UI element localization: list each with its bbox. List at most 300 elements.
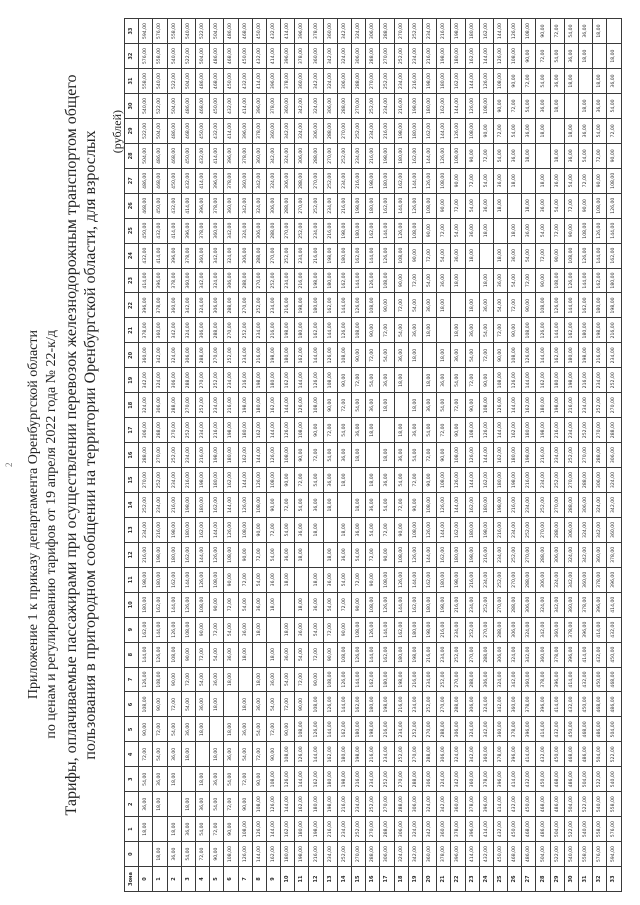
- table-cell: 198,00: [181, 493, 195, 518]
- table-cell: 342,00: [167, 318, 181, 343]
- table-cell: 54,00: [352, 393, 366, 418]
- table-cell: 288,00: [508, 592, 522, 617]
- table-cell: 144,00: [522, 368, 536, 393]
- table-cell: 306,00: [564, 517, 578, 542]
- table-cell: 378,00: [536, 667, 550, 692]
- table-cell: 108,00: [139, 692, 153, 717]
- table-cell: 90,00: [238, 792, 252, 817]
- table-cell: 144,00: [394, 193, 408, 218]
- table-cell: 468,00: [210, 69, 224, 94]
- table-cell: 126,00: [366, 617, 380, 642]
- table-cell: 18,00: [408, 343, 422, 368]
- table-cell: 252,00: [352, 817, 366, 842]
- table-cell: 360,00: [210, 218, 224, 243]
- table-cell: 180,00: [337, 742, 351, 767]
- table-cell: 306,00: [210, 293, 224, 318]
- table-cell: 306,00: [224, 268, 238, 293]
- table-cell: 414,00: [238, 94, 252, 119]
- table-cell: 90,00: [536, 19, 550, 44]
- table-cell: 198,00: [522, 443, 536, 468]
- table-cell: 18,00: [323, 542, 337, 567]
- table-cell: 54,00: [536, 69, 550, 94]
- table-cell: 144,00: [266, 418, 280, 443]
- table-cell: 306,00: [465, 692, 479, 717]
- table-cell: 486,00: [153, 143, 167, 168]
- table-cell: 234,00: [266, 293, 280, 318]
- table-cell: 180,00: [564, 343, 578, 368]
- table-row: [153, 19, 167, 892]
- table-cell: 198,00: [465, 542, 479, 567]
- table-cell: 90,00: [465, 143, 479, 168]
- table-body: [139, 19, 621, 892]
- table-cell: 180,00: [493, 468, 507, 493]
- table-cell: 54,00: [508, 118, 522, 143]
- table-cell: 234,00: [422, 667, 436, 692]
- table-cell: [181, 767, 195, 792]
- table-cell: 162,00: [210, 493, 224, 518]
- table-cell: 36,00: [479, 293, 493, 318]
- table-cell: 378,00: [579, 592, 593, 617]
- table-cell: 144,00: [153, 617, 167, 642]
- row-header: 20: [422, 867, 436, 892]
- table-cell: 144,00: [451, 493, 465, 518]
- table-cell: [422, 343, 436, 368]
- table-cell: 396,00: [210, 168, 224, 193]
- table-cell: 324,00: [252, 193, 266, 218]
- table-cell: 36,00: [536, 193, 550, 218]
- table-cell: 486,00: [167, 118, 181, 143]
- table-row: [607, 19, 621, 892]
- table-cell: 216,00: [238, 368, 252, 393]
- table-cell: 306,00: [607, 443, 621, 468]
- table-cell: 18,00: [536, 168, 550, 193]
- row-header: 22: [451, 867, 465, 892]
- table-cell: 180,00: [607, 268, 621, 293]
- table-cell: 270,00: [607, 393, 621, 418]
- table-cell: 18,00: [295, 592, 309, 617]
- table-cell: 306,00: [167, 368, 181, 393]
- table-cell: 144,00: [366, 642, 380, 667]
- row-header: 16: [366, 867, 380, 892]
- table-cell: 288,00: [465, 667, 479, 692]
- units-label: (рублей): [110, 110, 124, 154]
- table-cell: 342,00: [224, 218, 238, 243]
- table-cell: 198,00: [437, 592, 451, 617]
- table-cell: 306,00: [181, 343, 195, 368]
- table-cell: 144,00: [380, 617, 394, 642]
- table-cell: [266, 617, 280, 642]
- table-cell: 378,00: [493, 742, 507, 767]
- table-cell: 54,00: [593, 118, 607, 143]
- table-cell: 234,00: [181, 443, 195, 468]
- table-cell: 180,00: [465, 517, 479, 542]
- table-cell: 468,00: [550, 767, 564, 792]
- table-cell: 360,00: [437, 817, 451, 842]
- table-cell: 54,00: [579, 143, 593, 168]
- table-cell: 234,00: [295, 243, 309, 268]
- table-cell: 144,00: [422, 143, 436, 168]
- table-cell: 378,00: [309, 19, 323, 44]
- table-cell: 162,00: [266, 393, 280, 418]
- table-cell: 72,00: [352, 567, 366, 592]
- table-cell: 216,00: [465, 567, 479, 592]
- table-cell: 342,00: [238, 193, 252, 218]
- table-cell: 576,00: [593, 842, 607, 867]
- table-cell: 18,00: [181, 742, 195, 767]
- table-cell: 36,00: [579, 118, 593, 143]
- table-cell: 18,00: [238, 692, 252, 717]
- column-header: 24: [125, 243, 139, 268]
- table-cell: 414,00: [579, 642, 593, 667]
- table-cell: 234,00: [352, 792, 366, 817]
- table-cell: 36,00: [238, 717, 252, 742]
- table-cell: 108,00: [337, 642, 351, 667]
- table-cell: 162,00: [281, 368, 295, 393]
- table-cell: 72,00: [366, 542, 380, 567]
- table-cell: 450,00: [550, 742, 564, 767]
- table-cell: 162,00: [323, 742, 337, 767]
- table-cell: 36,00: [252, 692, 266, 717]
- table-cell: 468,00: [139, 193, 153, 218]
- column-header: 25: [125, 218, 139, 243]
- table-cell: 36,00: [323, 567, 337, 592]
- table-cell: 306,00: [522, 592, 536, 617]
- table-cell: 18,00: [493, 193, 507, 218]
- table-cell: 108,00: [224, 542, 238, 567]
- table-cell: 288,00: [564, 493, 578, 518]
- table-cell: 234,00: [522, 493, 536, 518]
- table-cell: 288,00: [139, 443, 153, 468]
- table-cell: 324,00: [465, 717, 479, 742]
- table-cell: 270,00: [139, 468, 153, 493]
- table-cell: [451, 293, 465, 318]
- table-cell: 504,00: [564, 792, 578, 817]
- table-cell: 90,00: [167, 667, 181, 692]
- table-cell: 324,00: [522, 617, 536, 642]
- table-cell: 162,00: [380, 642, 394, 667]
- table-cell: 216,00: [408, 69, 422, 94]
- table-cell: 576,00: [139, 44, 153, 69]
- table-row: [139, 19, 153, 892]
- table-cell: 108,00: [266, 468, 280, 493]
- table-cell: 252,00: [579, 418, 593, 443]
- table-cell: 54,00: [451, 368, 465, 393]
- table-cell: 108,00: [337, 343, 351, 368]
- table-cell: 234,00: [337, 817, 351, 842]
- table-cell: 162,00: [394, 168, 408, 193]
- table-cell: 54,00: [479, 168, 493, 193]
- table-cell: 306,00: [337, 69, 351, 94]
- table-cell: 108,00: [479, 393, 493, 418]
- table-cell: 72,00: [451, 193, 465, 218]
- table-cell: 270,00: [422, 717, 436, 742]
- table-cell: 180,00: [295, 817, 309, 842]
- table-cell: 234,00: [394, 717, 408, 742]
- table-cell: 306,00: [238, 243, 252, 268]
- table-cell: 36,00: [564, 143, 578, 168]
- table-cell: 90,00: [564, 218, 578, 243]
- table-cell: 126,00: [238, 493, 252, 518]
- table-cell: 306,00: [352, 44, 366, 69]
- table-cell: 342,00: [564, 567, 578, 592]
- table-cell: 198,00: [536, 418, 550, 443]
- table-cell: 414,00: [167, 218, 181, 243]
- table-cell: 288,00: [181, 368, 195, 393]
- row-header: 27: [522, 867, 536, 892]
- table-row: [451, 19, 465, 892]
- table-cell: 18,00: [210, 742, 224, 767]
- table-cell: 252,00: [181, 418, 195, 443]
- table-cell: [252, 642, 266, 667]
- table-cell: 18,00: [564, 118, 578, 143]
- table-cell: 72,00: [195, 642, 209, 667]
- table-cell: 252,00: [550, 468, 564, 493]
- table-cell: 36,00: [380, 368, 394, 393]
- table-cell: [323, 517, 337, 542]
- table-cell: 324,00: [309, 94, 323, 119]
- column-header: 8: [125, 642, 139, 667]
- table-cell: 126,00: [593, 218, 607, 243]
- table-cell: 126,00: [394, 567, 408, 592]
- table-cell: 252,00: [337, 842, 351, 867]
- table-cell: 540,00: [153, 69, 167, 94]
- table-cell: 90,00: [408, 493, 422, 518]
- table-cell: 216,00: [266, 318, 280, 343]
- table-cell: 144,00: [593, 243, 607, 268]
- table-cell: 270,00: [394, 19, 408, 44]
- table-cell: 180,00: [195, 493, 209, 518]
- table-cell: 54,00: [564, 19, 578, 44]
- table-cell: 18,00: [508, 168, 522, 193]
- table-cell: 18,00: [451, 318, 465, 343]
- table-cell: 396,00: [167, 243, 181, 268]
- row-header: 0: [139, 867, 153, 892]
- table-cell: 432,00: [266, 19, 280, 44]
- table-cell: [579, 69, 593, 94]
- table-cell: 54,00: [465, 193, 479, 218]
- table-cell: 144,00: [281, 792, 295, 817]
- table-cell: 144,00: [323, 318, 337, 343]
- table-cell: 90,00: [352, 343, 366, 368]
- row-header: 11: [295, 867, 309, 892]
- table-cell: 162,00: [437, 94, 451, 119]
- table-cell: 198,00: [508, 468, 522, 493]
- table-cell: 504,00: [607, 717, 621, 742]
- table-cell: 72,00: [210, 617, 224, 642]
- table-cell: 90,00: [408, 243, 422, 268]
- table-cell: 90,00: [224, 817, 238, 842]
- table-cell: 126,00: [479, 418, 493, 443]
- table-cell: 126,00: [252, 817, 266, 842]
- table-cell: 36,00: [550, 168, 564, 193]
- table-cell: 72,00: [167, 692, 181, 717]
- column-header: 4: [125, 742, 139, 767]
- table-cell: 144,00: [366, 243, 380, 268]
- table-cell: 162,00: [352, 243, 366, 268]
- table-row: [493, 19, 507, 892]
- table-cell: 108,00: [323, 368, 337, 393]
- table-cell: 36,00: [352, 517, 366, 542]
- table-cell: [536, 143, 550, 168]
- table-cell: 288,00: [309, 143, 323, 168]
- table-cell: 288,00: [394, 792, 408, 817]
- table-cell: 504,00: [550, 817, 564, 842]
- table-cell: 342,00: [508, 667, 522, 692]
- table-cell: 216,00: [607, 318, 621, 343]
- table-cell: 216,00: [593, 343, 607, 368]
- table-cell: 162,00: [337, 268, 351, 293]
- table-cell: 234,00: [238, 343, 252, 368]
- table-cell: 342,00: [195, 268, 209, 293]
- table-cell: 180,00: [465, 19, 479, 44]
- table-row: [422, 19, 436, 892]
- table-cell: 360,00: [465, 767, 479, 792]
- table-cell: 306,00: [550, 542, 564, 567]
- table-cell: 396,00: [550, 667, 564, 692]
- table-cell: 540,00: [564, 842, 578, 867]
- table-cell: 180,00: [394, 642, 408, 667]
- table-cell: 414,00: [593, 617, 607, 642]
- table-cell: 126,00: [266, 443, 280, 468]
- table-cell: 468,00: [195, 94, 209, 119]
- table-cell: 360,00: [593, 542, 607, 567]
- table-cell: 72,00: [394, 493, 408, 518]
- column-header: 1: [125, 817, 139, 842]
- table-cell: 270,00: [153, 443, 167, 468]
- table-cell: 72,00: [295, 468, 309, 493]
- table-cell: 270,00: [337, 118, 351, 143]
- table-cell: 198,00: [451, 19, 465, 44]
- table-cell: 18,00: [366, 468, 380, 493]
- table-cell: 162,00: [437, 542, 451, 567]
- table-cell: 198,00: [295, 293, 309, 318]
- table-cell: 576,00: [607, 817, 621, 842]
- table-cell: 252,00: [522, 517, 536, 542]
- table-cell: 162,00: [564, 318, 578, 343]
- table-cell: 108,00: [281, 742, 295, 767]
- table-cell: [564, 94, 578, 119]
- table-cell: 594,00: [139, 19, 153, 44]
- table-cell: 72,00: [139, 742, 153, 767]
- table-cell: 270,00: [550, 493, 564, 518]
- table-cell: 270,00: [451, 667, 465, 692]
- table-cell: 306,00: [309, 118, 323, 143]
- table-cell: 54,00: [451, 218, 465, 243]
- table-cell: 126,00: [266, 792, 280, 817]
- table-cell: 270,00: [437, 692, 451, 717]
- table-cell: 468,00: [522, 817, 536, 842]
- row-header: 17: [380, 867, 394, 892]
- table-cell: 432,00: [479, 842, 493, 867]
- table-row: [394, 19, 408, 892]
- table-cell: 414,00: [266, 44, 280, 69]
- table-cell: 90,00: [465, 393, 479, 418]
- table-cell: 288,00: [295, 168, 309, 193]
- table-cell: 162,00: [281, 817, 295, 842]
- table-cell: 126,00: [408, 542, 422, 567]
- table-cell: 252,00: [252, 293, 266, 318]
- table-cell: 108,00: [437, 468, 451, 493]
- table-cell: 108,00: [295, 418, 309, 443]
- table-cell: 360,00: [522, 667, 536, 692]
- table-cell: 180,00: [252, 393, 266, 418]
- table-cell: 396,00: [266, 69, 280, 94]
- table-cell: 72,00: [408, 268, 422, 293]
- table-cell: 180,00: [550, 368, 564, 393]
- column-header: 5: [125, 717, 139, 742]
- table-cell: 504,00: [579, 767, 593, 792]
- table-cell: [337, 493, 351, 518]
- table-cell: 180,00: [451, 44, 465, 69]
- table-cell: 270,00: [352, 94, 366, 119]
- table-cell: [522, 168, 536, 193]
- table-cell: 144,00: [564, 293, 578, 318]
- table-cell: 432,00: [564, 692, 578, 717]
- table-cell: 108,00: [522, 318, 536, 343]
- table-cell: 108,00: [238, 817, 252, 842]
- table-row: [252, 19, 266, 892]
- table-cell: [238, 667, 252, 692]
- table-cell: 198,00: [266, 343, 280, 368]
- table-cell: 270,00: [465, 642, 479, 667]
- table-cell: 342,00: [153, 343, 167, 368]
- table-cell: 216,00: [366, 742, 380, 767]
- row-header: 8: [252, 867, 266, 892]
- table-cell: 504,00: [195, 44, 209, 69]
- table-cell: 288,00: [380, 19, 394, 44]
- table-cell: 252,00: [465, 617, 479, 642]
- table-cell: 36,00: [195, 792, 209, 817]
- table-cell: 108,00: [352, 617, 366, 642]
- table-cell: 306,00: [195, 318, 209, 343]
- table-cell: 432,00: [508, 792, 522, 817]
- row-header: 24: [479, 867, 493, 892]
- table-row: [238, 19, 252, 892]
- table-cell: 144,00: [451, 94, 465, 119]
- table-cell: 216,00: [564, 393, 578, 418]
- table-cell: 234,00: [550, 443, 564, 468]
- column-header: 29: [125, 118, 139, 143]
- table-cell: 216,00: [252, 343, 266, 368]
- table-cell: 90,00: [295, 443, 309, 468]
- table-cell: 126,00: [493, 44, 507, 69]
- table-cell: [607, 19, 621, 44]
- table-cell: 180,00: [295, 318, 309, 343]
- table-cell: 198,00: [323, 243, 337, 268]
- table-cell: 252,00: [266, 268, 280, 293]
- table-cell: 36,00: [210, 667, 224, 692]
- table-cell: 540,00: [579, 817, 593, 842]
- table-cell: 54,00: [153, 742, 167, 767]
- table-cell: 468,00: [536, 792, 550, 817]
- table-cell: 324,00: [195, 293, 209, 318]
- table-cell: 558,00: [593, 817, 607, 842]
- table-cell: 18,00: [522, 193, 536, 218]
- table-cell: 216,00: [295, 268, 309, 293]
- column-header: 7: [125, 667, 139, 692]
- column-header: 14: [125, 493, 139, 518]
- table-cell: 216,00: [323, 218, 337, 243]
- table-cell: 54,00: [422, 268, 436, 293]
- row-header: 2: [167, 867, 181, 892]
- table-cell: 306,00: [493, 642, 507, 667]
- column-header: 6: [125, 692, 139, 717]
- table-cell: 198,00: [295, 842, 309, 867]
- table-cell: 180,00: [337, 243, 351, 268]
- table-cell: 126,00: [252, 468, 266, 493]
- table-cell: 36,00: [181, 817, 195, 842]
- table-cell: 180,00: [139, 592, 153, 617]
